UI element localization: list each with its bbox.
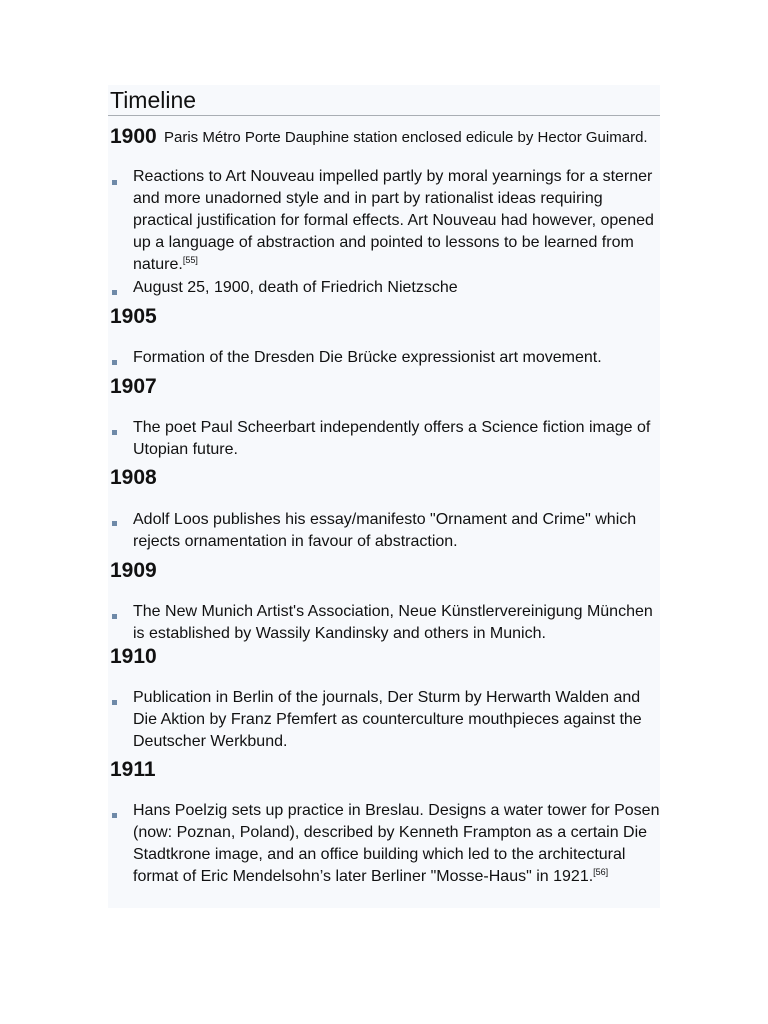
bullet-icon bbox=[112, 180, 117, 185]
year-heading-1905: 1905 bbox=[110, 305, 157, 328]
list-item bbox=[133, 166, 660, 276]
list-item-text: Reactions to Art Nouveau impelled partly by moral yearnings for a sterner and more unadorned style and in part by rationalist ideas requiring practical justification for formal effects. Art Nouveau had however, opened up a language of abstraction and pointed to lessons to be learned from nature. bbox=[133, 168, 654, 273]
list-item: August 25, 1900, death of Friedrich Nietzsche bbox=[133, 279, 458, 296]
year-heading-1907: 1907 bbox=[110, 375, 157, 398]
list-item: Publication in Berlin of the journals, Der Sturm by Herwarth Walden and Die Aktion by Franz Pfemfert as counterculture mouthpieces against the Deutscher Werkbund. bbox=[133, 689, 642, 750]
bullet-icon bbox=[112, 430, 117, 435]
year-heading-1910: 1910 bbox=[110, 645, 157, 668]
bullet-icon bbox=[112, 290, 117, 295]
list-item: Adolf Loos publishes his essay/manifesto "Ornament and Crime" which rejects ornamentation in favour of abstraction. bbox=[133, 511, 637, 550]
bullet-icon bbox=[112, 521, 117, 526]
bullet-icon bbox=[112, 614, 117, 619]
footnote-link[interactable]: [55] bbox=[182, 255, 198, 265]
bullet-icon bbox=[112, 700, 117, 705]
year-heading-1908: 1908 bbox=[110, 466, 157, 489]
year-caption-1900: Paris Métro Porte Dauphine station enclosed edicule by Hector Guimard. bbox=[164, 129, 648, 146]
list-item-text: Hans Poelzig sets up practice in Breslau. Designs a water tower for Posen (now: Poznan, Poland), described by Kenneth Frampton as a certain Die Stadtkrone image, and an office building which led to the architectural format of Eric Mendelsohn’s later Berliner "Mosse-Haus" in 1921. bbox=[133, 802, 660, 885]
year-heading-1911: 1911 bbox=[110, 758, 156, 781]
footnote-link[interactable]: [56] bbox=[593, 867, 609, 877]
list-item: Formation of the Dresden Die Brücke expressionist art movement. bbox=[133, 349, 602, 366]
bullet-icon bbox=[112, 813, 117, 818]
bullet-icon bbox=[112, 360, 117, 365]
page-title: Timeline bbox=[110, 87, 197, 113]
year-heading-1909: 1909 bbox=[110, 559, 157, 582]
list-item: The New Munich Artist's Association, Neue Künstlervereinigung München is established by Wassily Kandinsky and others in Munich. bbox=[133, 603, 653, 642]
list-item bbox=[133, 800, 660, 888]
list-item: The poet Paul Scheerbart independently offers a Science fiction image of Utopian future. bbox=[133, 419, 651, 458]
title-divider bbox=[108, 115, 660, 116]
year-heading-1900: 1900 bbox=[110, 125, 157, 148]
